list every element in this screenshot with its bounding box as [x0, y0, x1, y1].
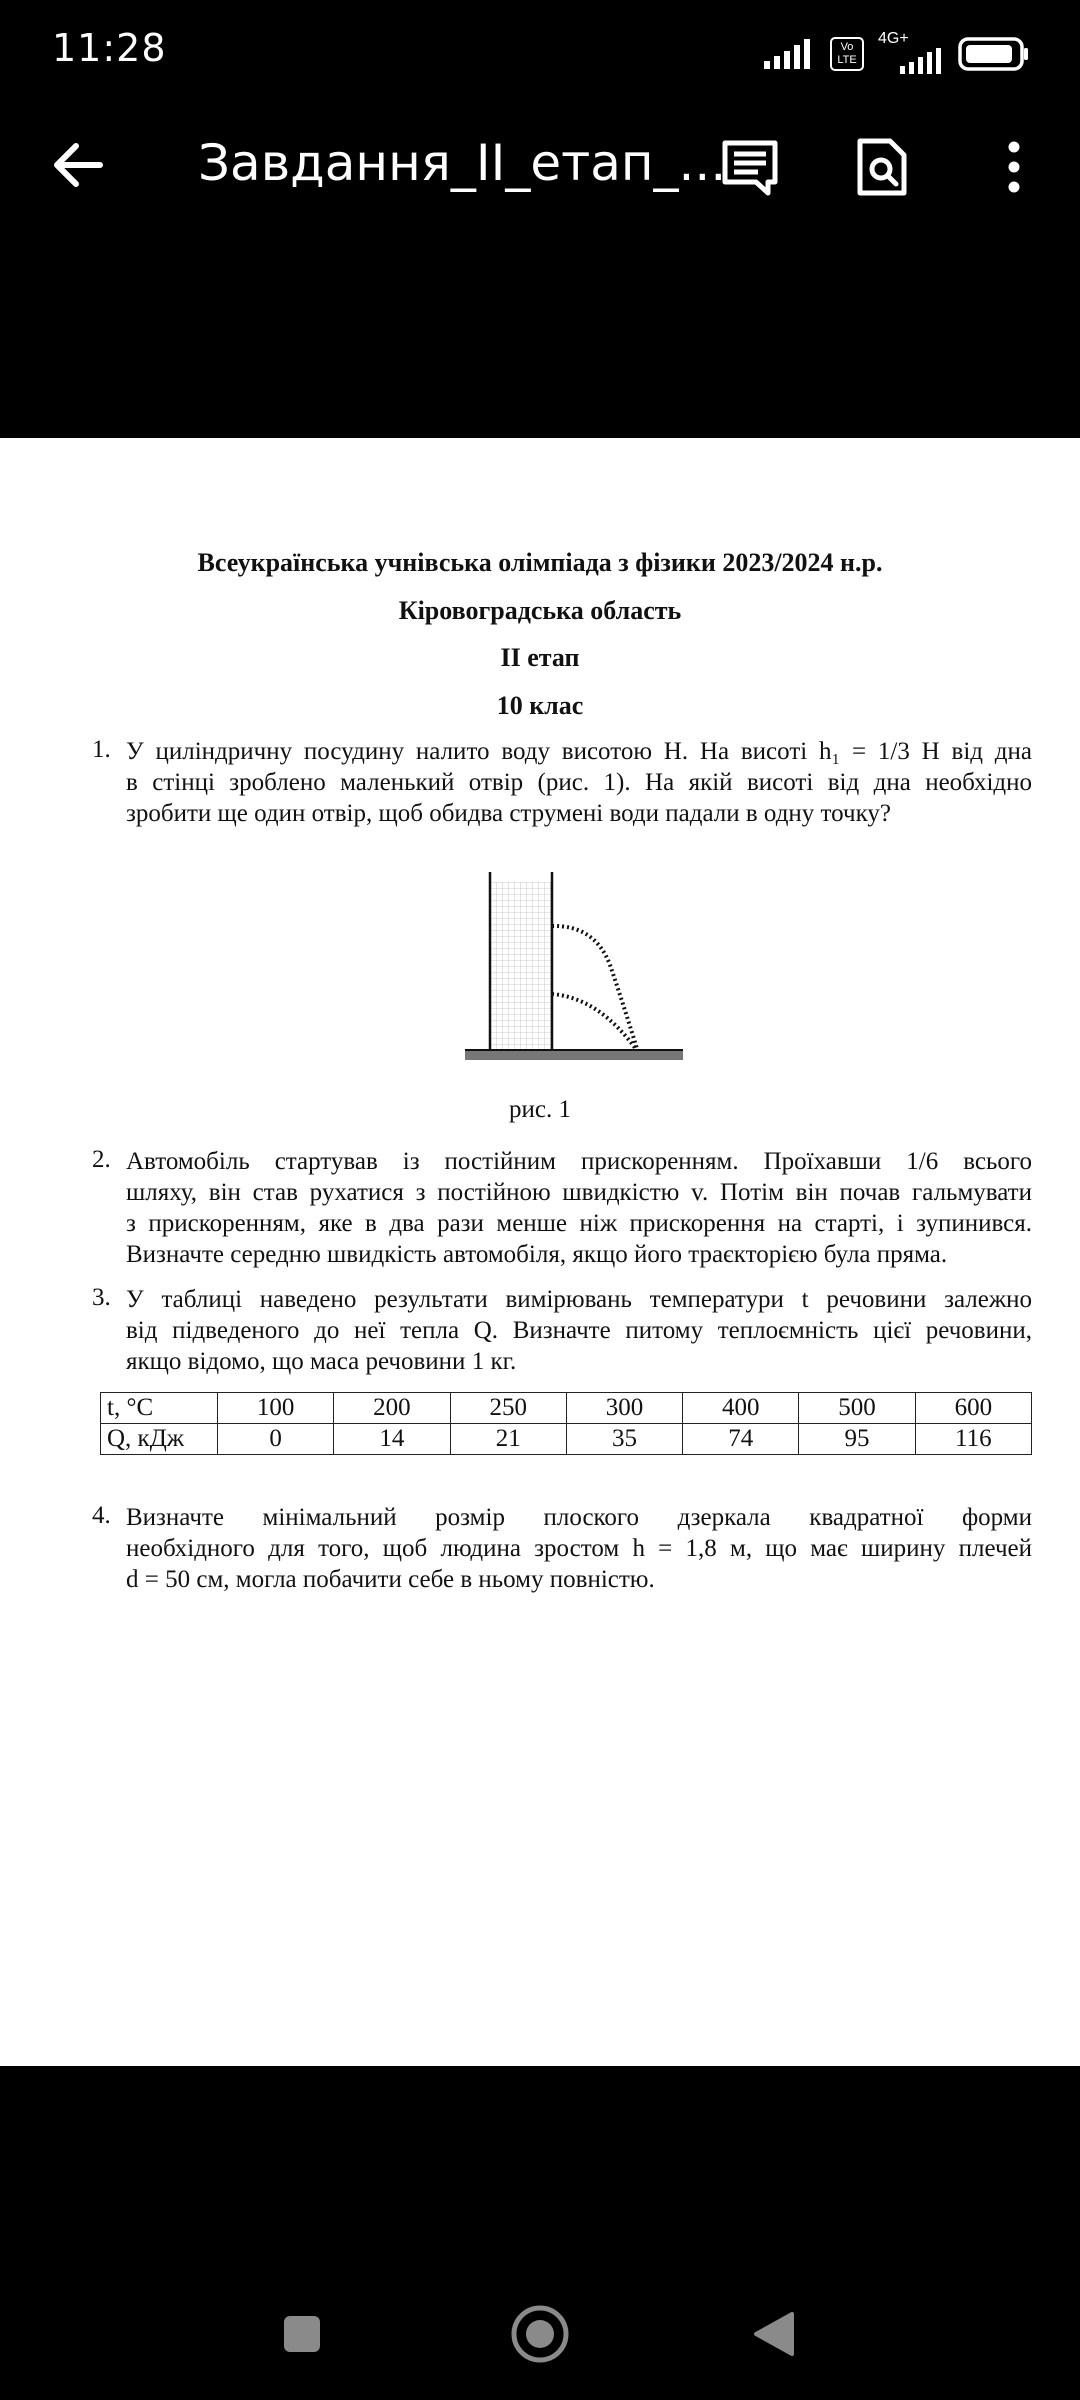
table-cell: 35: [566, 1424, 682, 1455]
table-cell: 74: [683, 1424, 799, 1455]
q1-number: 1.: [92, 736, 111, 763]
q2-line: шляху, він став рухатися з постійною швидкістю v. Потім він почав гальмувати: [126, 1179, 1032, 1206]
home-button[interactable]: [510, 2304, 570, 2364]
signal-icon-2: [900, 48, 944, 74]
stage-title: ІІ етап: [500, 643, 580, 672]
table-cell: 116: [915, 1424, 1031, 1455]
q3-line: від підведеного до неї тепла Q. Визначте питому теплоємність цієї речовини,: [126, 1317, 1032, 1344]
recent-apps-button[interactable]: [282, 2314, 322, 2354]
app-bar: [0, 110, 1080, 220]
region-title: Кіровоградська область: [398, 596, 682, 625]
q4-text: [126, 1502, 1032, 1595]
table-cell: 14: [334, 1424, 450, 1455]
table-row-header: t, °C: [101, 1393, 218, 1424]
more-options-button[interactable]: [984, 137, 1044, 197]
document-title[interactable]: Завдання_II_етап_...: [198, 134, 727, 192]
back-button[interactable]: [50, 137, 106, 193]
table-cell: 100: [218, 1393, 334, 1424]
battery-icon: [958, 36, 1030, 72]
q3-text: [126, 1284, 1032, 1377]
network-type: 4G+: [878, 30, 909, 47]
figure-1-caption: рис. 1: [509, 1096, 571, 1123]
q4-line: необхідного для того, щоб людина зростом h = 1,8 м, що має ширину плечей: [126, 1535, 1032, 1562]
q2-number: 2.: [92, 1146, 111, 1173]
water-jet-upper: [552, 926, 638, 1052]
network-4g: [878, 30, 944, 74]
table-cell: 0: [218, 1424, 334, 1455]
document-page[interactable]: [0, 438, 1080, 2066]
status-time: 11:28: [52, 26, 167, 70]
temperature-heat-table: [100, 1392, 1032, 1455]
table-cell: 95: [799, 1424, 915, 1455]
table-cell: 600: [915, 1393, 1031, 1424]
water-jet-lower: [552, 994, 638, 1052]
q2-line: Автомобіль стартував із постійним прискоренням. Проїхавши 1/6 всього: [126, 1148, 1032, 1175]
table-cell: 400: [683, 1393, 799, 1424]
q2-text: [126, 1146, 1032, 1270]
table-cell: 200: [334, 1393, 450, 1424]
search-document-icon: [860, 141, 904, 193]
square-icon: [284, 2316, 320, 2352]
q1-text: [126, 736, 1032, 829]
comment-icon: [725, 143, 775, 193]
water-column: [490, 882, 552, 1050]
q1-line: зробити ще один отвір, щоб обидва струмені води падали в одну точку?: [126, 800, 891, 827]
q4-number: 4.: [92, 1502, 111, 1529]
arrow-left-icon: [57, 146, 100, 184]
olympiad-title: Всеукраїнська учнівська олімпіада з фізики 2023/2024 н.р.: [197, 548, 883, 577]
q2-line: Визначте середню швидкість автомобіля, якщо його траєкторією була пряма.: [126, 1241, 948, 1268]
comments-button[interactable]: [720, 137, 780, 197]
q1-line: в стінці зроблено маленький отвір (рис. 1). На якій висоті від дна необхідно: [126, 769, 1032, 796]
status-icons: [764, 30, 1030, 74]
search-button[interactable]: [852, 137, 912, 197]
ground: [465, 1050, 683, 1060]
table-cell: 250: [450, 1393, 566, 1424]
grade-title: 10 клас: [496, 691, 584, 720]
q2-line: з прискоренням, яке в два рази менше ніж прискорення на старті, і зупинився.: [126, 1210, 1032, 1237]
status-bar: [0, 0, 1080, 110]
table-row: [101, 1424, 1032, 1455]
signal-icon: [764, 39, 816, 69]
system-nav-bar: [0, 2066, 1080, 2400]
volte-badge: [830, 37, 864, 71]
q4-line: Визначте мінімальний розмір плоского дзеркала квадратної форми: [126, 1504, 1032, 1531]
figure-1-vessel-diagram: [460, 870, 700, 1080]
q1-line: У циліндричну посудину налито воду висотою H. На висоті h₁ = 1/3 H від дна: [126, 738, 1032, 765]
table-row-header: Q, кДж: [101, 1424, 218, 1455]
table-row: [101, 1393, 1032, 1424]
table-cell: 500: [799, 1393, 915, 1424]
back-nav-button[interactable]: [752, 2310, 796, 2358]
table-cell: 300: [566, 1393, 682, 1424]
more-vertical-icon: [1009, 142, 1020, 193]
q3-number: 3.: [92, 1284, 111, 1311]
triangle-back-icon: [756, 2314, 792, 2354]
q3-line: якщо відомо, що маса речовини 1 кг.: [126, 1348, 517, 1375]
table-cell: 21: [450, 1424, 566, 1455]
home-circle-icon: [514, 2308, 566, 2360]
q4-line: d = 50 см, могла побачити себе в ньому повністю.: [126, 1566, 655, 1593]
volte-text: Vo LTE: [837, 41, 857, 66]
q3-line: У таблиці наведено результати вимірювань температури t речовини залежно: [126, 1286, 1032, 1313]
